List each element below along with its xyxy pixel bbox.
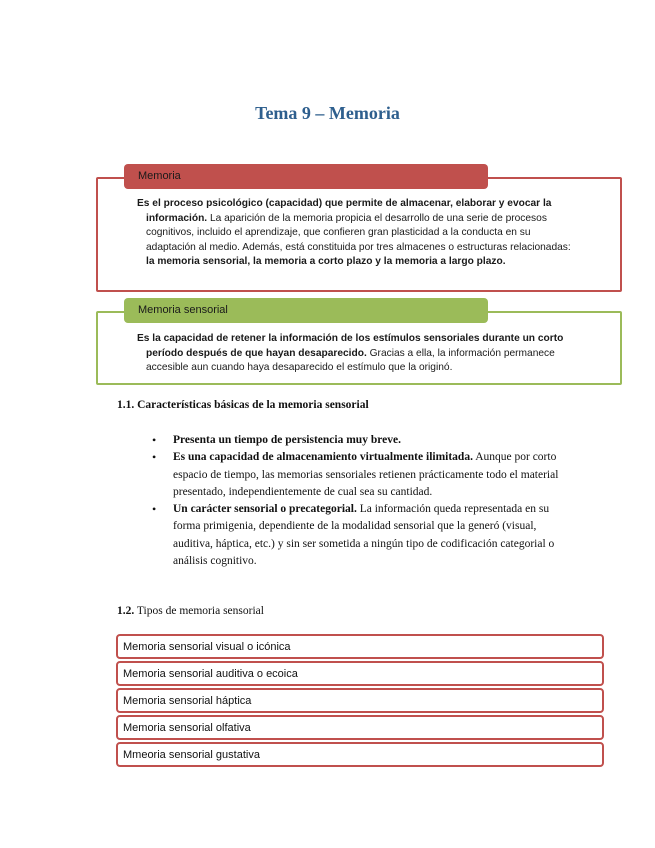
bullet-icon: • [152, 450, 157, 465]
section-2-number: 1.2. [117, 605, 135, 617]
memoria-box-header: Memoria [124, 164, 488, 189]
section-2-heading [117, 605, 264, 617]
bullet-icon: • [152, 433, 157, 447]
list-item: • Es una capacidad de almacenamiento virtualmente ilimitada. Aunque por corto espacio de tiempo, las memorias sensoriales retienen prácticamente todo el material presentado, independientemente de cual sea su cantidad. [152, 450, 559, 498]
memoria-definition: Es el proceso psicológico (capacidad) que permite de almacenar, elaborar y evocar la información. [137, 198, 552, 224]
list-item: • Un carácter sensorial o precategorial. La información queda representada en su forma primigenia, dependiente de la modalidad sensorial que la generó (visual, auditiva, háptica, etc.) y sin ser sometida a ningún tipo de codificación categorial o análisis cognitivo. [152, 502, 555, 568]
bullet-icon: • [152, 502, 157, 517]
section-2-title: Tipos de memoria sensorial [136, 605, 264, 617]
type-box-auditiva: Memoria sensorial auditiva o ecoica [116, 661, 604, 686]
section-1-title: Características básicas de la memoria sensorial [137, 399, 369, 411]
type-box-visual: Memoria sensorial visual o icónica [116, 634, 604, 659]
sensorial-description: Gracias a ella, la información permanece accesible aun cuando haya desaparecido el estímulo que la originó. [146, 347, 555, 373]
memoria-description: La aparición de la memoria propicia el desarrollo de una serie de procesos cognitivos, incluido el aprendizaje, que confieren gran plasticidad a la conducta en su adaptación al medio. Además, está constituida por tres almacenes o estructuras relacionadas: [146, 212, 571, 253]
memoria-box-text [137, 197, 581, 270]
type-box-olfativa: Memoria sensorial olfativa [116, 715, 604, 740]
type-box-gustativa: Mmeoria sensorial gustativa [116, 742, 604, 767]
memoria-stores: la memoria sensorial, la memoria a corto plazo y la memoria a largo plazo. [146, 256, 506, 267]
sensorial-box-header: Memoria sensorial [124, 298, 488, 323]
section-1-heading [117, 399, 369, 411]
type-box-haptica: Memoria sensorial háptica [116, 688, 604, 713]
list-item: • Presenta un tiempo de persistencia muy breve. [152, 432, 562, 449]
sensorial-box-text [137, 332, 581, 376]
section-1-number: 1.1. [117, 399, 135, 411]
page-title: Tema 9 – Memoria [255, 103, 400, 123]
sensorial-definition: Es la capacidad de retener la información de los estímulos sensoriales durante un corto período después de que hayan desaparecido. [137, 333, 564, 359]
characteristics-list [152, 432, 562, 570]
